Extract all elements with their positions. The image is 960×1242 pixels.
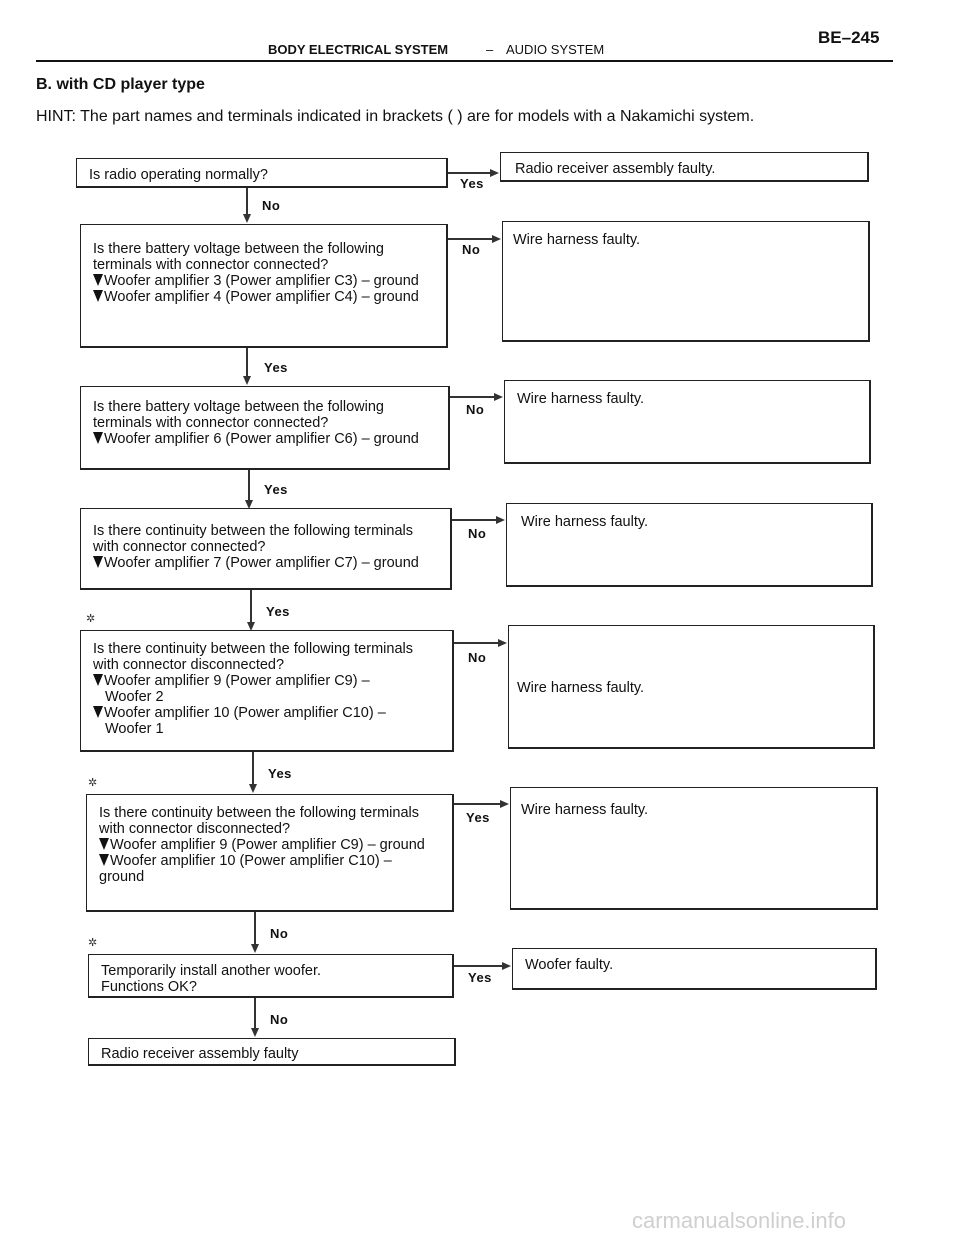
question-line: Woofer amplifier 6 (Power amplifier C6) – ground [93,431,419,447]
down-label: Yes [268,766,292,781]
bullet-icon [93,556,103,568]
question-line: Woofer amplifier 9 (Power amplifier C9) – [93,673,413,689]
page-number: BE–245 [818,28,880,47]
star-icon: ✲ [86,613,96,625]
arrow-right [492,235,501,243]
result-text: Wire harness faulty. [517,391,645,407]
down-label: Yes [266,604,290,619]
star-icon: ✲ [88,937,98,949]
connector-line [250,590,252,622]
question-box-4 [80,508,452,590]
question-line: Temporarily install another woofer. [101,963,322,979]
result-box-7 [512,948,877,990]
arrow-right [502,962,511,970]
result-text: Wire harness faulty. [521,514,649,530]
question-line: Is there continuity between the following terminals [99,805,419,821]
connector-line [252,752,254,784]
result-box-2 [502,221,870,342]
arrow-right [490,169,499,177]
down-label: Yes [264,482,288,497]
header-section: BODY ELECTRICAL SYSTEM [268,42,449,57]
down-label: No [270,1012,289,1027]
header-rule [36,60,893,62]
result-text: Woofer faulty. [525,957,614,973]
arrow-down [251,1028,259,1037]
arrow-right [494,393,503,401]
down-label: No [262,198,281,213]
question-line: Woofer 1 [105,721,164,737]
final-box [88,1038,456,1066]
question-box-5 [80,630,454,752]
connector-line [454,642,498,644]
result-text: Wire harness faulty. [521,802,649,818]
question-line: Is there continuity between the following terminals [93,641,413,657]
branch-label: Yes [460,176,484,191]
branch-label: Yes [468,970,492,985]
result-box-6 [510,787,878,910]
bullet-icon [99,854,109,866]
question-line: Woofer amplifier 7 (Power amplifier C7) – ground [93,555,419,571]
watermark-text: carmanualsonline.info [632,1208,847,1233]
connector-line [450,396,494,398]
question-line: Is there continuity between the following terminals [93,523,413,539]
branch-label: No [468,526,487,541]
question-line: Is there battery voltage between the following [93,399,384,415]
connector-line [454,965,502,967]
question-line: Woofer amplifier 9 (Power amplifier C9) – ground [99,837,425,853]
question-line: Woofer amplifier 10 (Power amplifier C10) – [93,705,413,721]
connector-line [246,348,248,376]
header-subsection: AUDIO SYSTEM [506,42,605,57]
hint-text: HINT: The part names and terminals indicated in brackets ( ) are for models with a Nakamichi system. [36,108,755,125]
final-text: Radio receiver assembly faulty [101,1046,299,1062]
question-line: with connector connected? [93,539,266,555]
result-text: Wire harness faulty. [513,232,641,248]
bullet-icon [93,432,103,444]
question-line: terminals with connector connected? [93,415,329,431]
question-line: with connector disconnected? [99,821,291,837]
question-box-7 [88,954,454,998]
section-title: B. with CD player type [36,76,205,93]
arrow-down [243,214,251,223]
bullet-icon [99,838,109,850]
question-box-2 [80,224,448,348]
branch-label: No [468,650,487,665]
down-label: No [270,926,289,941]
arrow-down [251,944,259,953]
question-box-1 [76,158,448,188]
down-label: Yes [264,360,288,375]
connector-line [454,803,500,805]
arrow-down [243,376,251,385]
bullet-icon [93,706,103,718]
result-box-5 [508,625,875,749]
question-box-3 [80,386,450,470]
connector-line [248,470,250,500]
question-line: Woofer amplifier 4 (Power amplifier C4) – ground [93,289,419,305]
header-separator: – [486,42,494,57]
connector-line [254,912,256,944]
question-line: terminals with connector connected? [93,257,329,273]
connector-line [246,188,248,214]
question-line: with connector disconnected? [93,657,285,673]
connector-line [448,172,490,174]
result-text: Wire harness faulty. [517,680,645,696]
connector-line [254,998,256,1028]
bullet-icon [93,274,103,286]
bullet-icon [93,674,103,686]
question-line: Is radio operating normally? [89,167,268,183]
bullet-icon [93,290,103,302]
result-box-4 [506,503,873,587]
question-line: Is there battery voltage between the following [93,241,384,257]
arrow-down [249,784,257,793]
result-box-1 [500,152,869,182]
question-line: Woofer amplifier 3 (Power amplifier C3) – ground [93,273,419,289]
result-text: Radio receiver assembly faulty. [515,161,716,177]
arrow-right [500,800,509,808]
question-line: Woofer amplifier 10 (Power amplifier C10) – [99,853,425,869]
arrow-right [498,639,507,647]
arrow-right [496,516,505,524]
question-line: Functions OK? [101,979,197,995]
question-line: Woofer 2 [105,689,164,705]
question-line: ground [99,869,145,885]
connector-line [448,238,492,240]
branch-label: Yes [466,810,490,825]
result-box-3 [504,380,871,464]
question-box-6 [86,794,454,912]
connector-line [452,519,496,521]
star-icon: ✲ [88,777,98,789]
branch-label: No [462,242,481,257]
branch-label: No [466,402,485,417]
